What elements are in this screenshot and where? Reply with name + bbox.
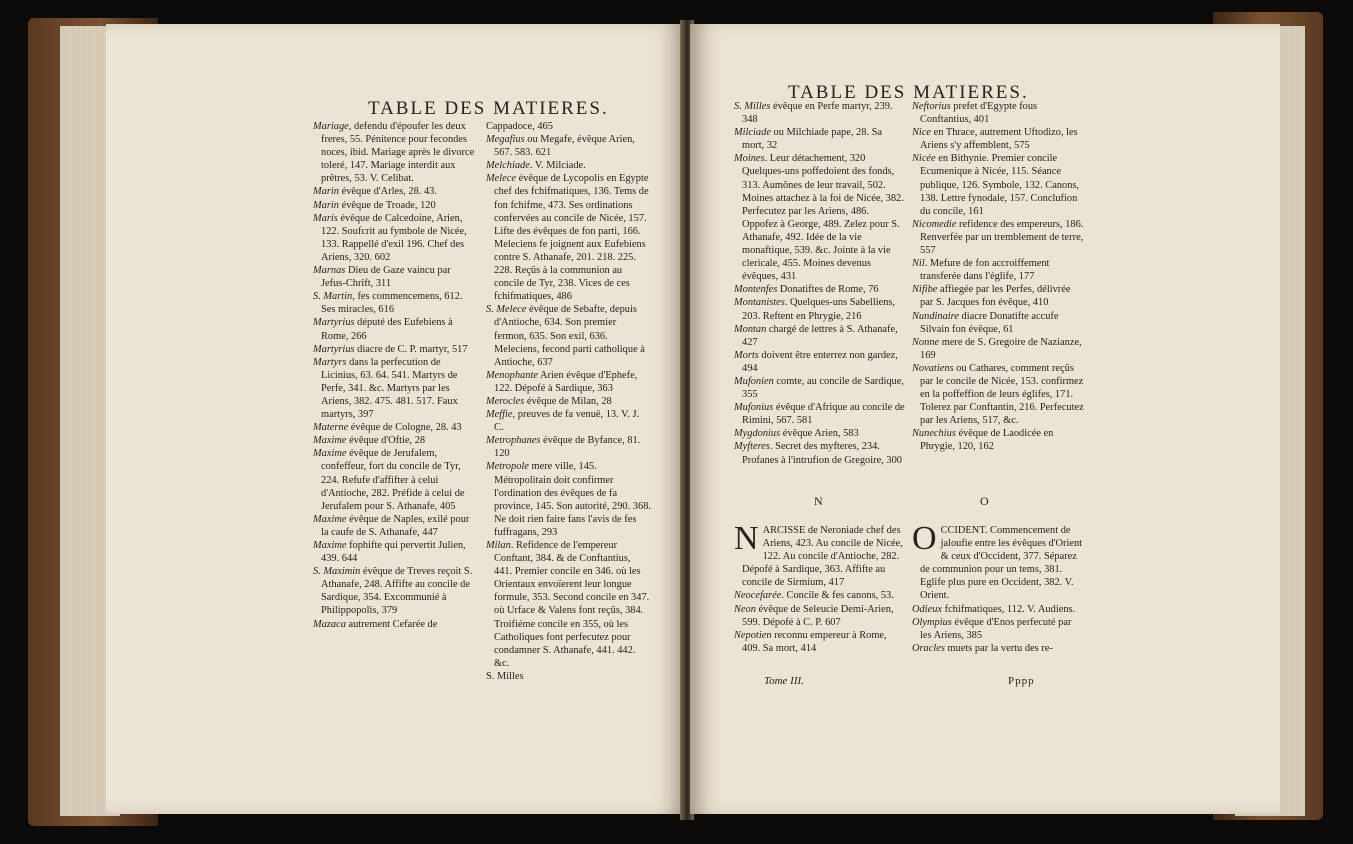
entry-text: . Mefure de fon accroiffement transferée dans l'églife, 177	[920, 258, 1050, 283]
index-entry	[734, 349, 906, 375]
entry-headword: Neocefarée	[734, 590, 782, 602]
entry-headword: Martyrs	[313, 356, 347, 368]
index-entry	[912, 257, 1084, 283]
entry-text: mere de S. Gregoire de Nazianze, 169	[920, 336, 1082, 361]
signature-mark: Pppp	[1008, 675, 1035, 687]
entry-headword: Nifibe	[912, 284, 938, 296]
index-entry	[313, 356, 477, 421]
index-entry	[313, 434, 477, 447]
entry-text: , defendu d'époufer les deux freres, 55. Pénitence pour fecondes noces, ibid. Mariage après le divorce toleré, 147. Mariage interdit aux prêtres, 53. V. Celibat.	[321, 121, 475, 185]
index-entry	[734, 152, 906, 283]
entry-text: autrement Cefarée de	[345, 618, 438, 630]
index-entry	[486, 159, 651, 172]
entry-text: Donatiftes de Rome, 76	[777, 284, 879, 296]
entry-text: reconnu empereur à Rome, 409. Sa mort, 414	[742, 629, 887, 654]
entry-headword: Milan	[486, 540, 511, 551]
drop-cap: O	[912, 520, 937, 557]
entry-headword: Neon	[734, 603, 756, 615]
entry-text: , fes commencemens, 612. Ses miracles, 616	[321, 291, 463, 316]
entry-text: évêque de Laodicée en Phrygie, 120, 162	[920, 428, 1054, 453]
entry-text: en Thrace, autrement Uftodizo, les Ariens s'y affemblent, 575	[920, 127, 1078, 152]
section-letter-n: N	[814, 494, 823, 508]
entry-headword: Melchiade	[486, 160, 530, 172]
index-entry	[486, 460, 651, 539]
entry-text: évêque d'Afrique au concile de Rimini, 567. 581	[742, 402, 905, 427]
entry-headword: S. Melece	[486, 304, 527, 316]
entry-text: évêque de Naples, exilé pour la caufe de S. Athanafe, 447	[321, 513, 470, 538]
index-entry	[486, 670, 651, 683]
entry-headword: S. Milles	[734, 101, 771, 112]
entry-text: refidence des empereurs, 186. Renverfée par un tremblement de terre, 557	[920, 218, 1084, 257]
entry-headword: Marin	[313, 186, 339, 198]
entry-headword: Maxime	[313, 540, 347, 551]
index-entry	[734, 440, 906, 466]
entry-text: évêque Arien, 583	[780, 428, 859, 440]
entry-text: affiegée par les Perfes, délivrée par S. Jacques fon évêque, 410	[920, 284, 1071, 309]
entry-headword: Montanistes	[734, 297, 785, 309]
index-entry	[734, 401, 906, 427]
index-entry	[912, 642, 1084, 655]
index-entry	[486, 369, 651, 395]
entry-headword: Merocles	[486, 395, 525, 407]
entry-text: évêque de Byfance, 81. 120	[494, 435, 641, 460]
entry-headword: Montan	[734, 323, 767, 335]
index-entry	[734, 323, 906, 349]
right-column-2	[912, 100, 1084, 454]
entry-text: muets par la vertu des re-	[944, 642, 1053, 654]
entry-headword: Nicée	[912, 153, 936, 165]
running-header-left: TABLE DES MATIERES.	[368, 98, 609, 119]
entry-text: évêque de Milan, 28	[524, 395, 612, 407]
index-entry	[734, 589, 906, 602]
left-column-1	[313, 120, 477, 631]
index-entry	[313, 120, 477, 185]
entry-text: fophifte qui pervertit Julien, 439. 644	[321, 540, 466, 565]
index-entry	[912, 126, 1084, 152]
index-entry	[313, 513, 477, 539]
index-entry	[313, 290, 477, 316]
entry-text: . Concile & fes canons, 53.	[781, 590, 894, 602]
index-entry	[313, 199, 477, 212]
entry-text: ou Cathares, comment reçûs par le concile de Nicée, 153. confirmez en la poffeffion de leurs églifes, 171. Tolerez par Conftantin, 216. Perfecutez par les Ariens, 517, &c.	[920, 362, 1084, 427]
entry-headword: Maris	[313, 212, 338, 224]
entry-text: mere ville, 145. Métropolitain doit confirmer l'ordination des évêques de fa province, 145. Son autorité, 290. 368. Ne doit rien faire fans l'avis de fes fuffragans, 293	[494, 461, 651, 538]
index-entry	[734, 520, 906, 589]
entry-headword: Nunechius	[912, 428, 956, 440]
index-entry	[313, 264, 477, 290]
entry-headword: Myfteres	[734, 441, 770, 453]
index-entry	[313, 565, 477, 617]
volume-label: Tome III.	[764, 675, 804, 687]
index-entry	[486, 539, 651, 670]
index-entry	[313, 212, 477, 264]
index-entry	[734, 296, 906, 322]
entry-text: évêque de Calcedoine, Arien, 122. Soufcrit au fymbole de Nicée, 133. Rappellé d'exil 196. Chef des Ariens, 320. 602	[321, 212, 467, 263]
index-entry	[734, 126, 906, 152]
index-entry	[486, 133, 651, 159]
index-entry	[912, 100, 1084, 126]
entry-text: CCIDENT. Commencement de jaloufie entre les évêques d'Orient & ceux d'Occident, 377. Séparez de communion pour un tems, 381. Eglife plus pure en Occident, 382. V. Orient.	[920, 525, 1083, 602]
entry-text: évêque d'Enos perfecuté par les Ariens, 385	[920, 616, 1072, 641]
index-entry	[912, 603, 1084, 616]
entry-text: . Refidence de l'empereur Conftant, 384. & de Conftantius, 441. Premier concile en 346. où les Orientaux envoïerent leur longue formule, 353. Second concile en 347. où Urface & Valens font reçûs, 384. Troifiéme concile en 355, où les Catholiques font perfecutez pour condamner S. Athanafe, 441. 442. &c.	[494, 540, 650, 669]
entry-text: évêque de Sebafte, depuis d'Antioche, 634. Son premier fermon, 635. Son exil, 636. Meleciens, fecond parti catholique à Antioche, 637	[494, 304, 645, 368]
entry-headword: S. Maximin	[313, 566, 361, 578]
index-entry	[734, 283, 906, 296]
entry-headword: Melece	[486, 173, 516, 185]
entry-text: Cappadoce, 465	[486, 121, 553, 132]
entry-headword: Nil	[912, 258, 925, 270]
index-entry	[912, 427, 1084, 453]
entry-headword: Megafius	[486, 134, 525, 146]
entry-headword: Menophante	[486, 369, 538, 381]
entry-text: évêque de Lycopolis en Egypte chef des fchifmatiques, 136. Tems de fon fchifme, 473. Ses ordinations confervées au concile de Nicée, 157. Lifte des évêques de fon parti, 166. Meleciens fe joignent aux Eufebiens contre S. Athanafe, 201. 218. 225. 228. Reçûs à la communion au concile de Tyr, 238. Vices de ces fchifmatiques, 486	[494, 173, 649, 303]
entry-headword: Nepotien	[734, 629, 772, 641]
index-entry	[313, 618, 477, 631]
entry-text: . Secret des myfteres, 234. Profanes à l'intrufion de Gregoire, 300	[742, 441, 902, 466]
running-header-right: TABLE DES MATIERES.	[788, 82, 1029, 103]
entry-text: . V. Milciade.	[529, 160, 586, 172]
entry-headword: Mufonius	[734, 402, 774, 414]
entry-text: évêque de Treves reçoit S. Athanafe, 248. Affifte au concile de Sardique, 354. Excommunié à Philippopolis, 379	[321, 566, 473, 617]
entry-headword: Maxime	[313, 448, 347, 460]
entry-text: prefet d'Egypte fous Conftantius, 401	[920, 101, 1038, 126]
entry-text: diacre Donatifte accufe Silvain fon évêque, 61	[920, 310, 1059, 335]
right-column-1-lower	[734, 520, 906, 655]
entry-text: doivent être enterrez non gardez, 494	[742, 349, 898, 374]
index-entry	[486, 303, 651, 368]
entry-text: Arien évêque d'Ephefe, 122. Dépofé à Sardique, 363	[494, 369, 638, 394]
index-entry	[912, 336, 1084, 362]
entry-headword: Materne	[313, 422, 349, 434]
entry-text: ARCISSE de Neroniade chef des Ariens, 423. Au concile de Nicée, 122. Au concile d'Antioche, 282. Dépofé à Sardique, 363. Affifte au concile de Sirmium, 417	[742, 525, 903, 589]
entry-headword: Mariage	[313, 121, 349, 132]
entry-headword: Metropole	[486, 461, 529, 473]
index-entry	[486, 434, 651, 460]
entry-headword: S. Martin	[313, 291, 353, 303]
index-entry	[912, 310, 1084, 336]
index-entry	[912, 362, 1084, 427]
section-letter-o: O	[980, 494, 989, 508]
entry-text: évêque de Cologne, 28. 43	[348, 422, 462, 434]
entry-headword: Marnas	[313, 265, 346, 277]
index-entry	[912, 616, 1084, 642]
index-entry	[912, 218, 1084, 257]
entry-headword: Olympius	[912, 616, 952, 628]
entry-headword: Maxime	[313, 513, 347, 525]
entry-headword: Nice	[912, 127, 932, 139]
index-entry	[734, 427, 906, 440]
entry-headword: Mygdonius	[734, 428, 781, 440]
entry-headword: Martyrius	[313, 343, 355, 355]
entry-text: . Quelques-uns Sabelliens, 203. Reftent en Phrygie, 216	[742, 297, 896, 322]
entry-text: . Leur détachement, 320 Quelques-uns poffedoient des fonds, 313. Aumônes de leur travail, 502. Moines attachez à la foi de Nicée, 382. Perfecutez par les Ariens, 486. Oppofez à George, 489. Zelez pour S. Athanafe, 492. Idée de la vie monaftique, 539. &c. Jointe à la vie clericale, 455. Moines devenus évêques, 431	[742, 153, 904, 283]
index-entry	[734, 100, 906, 126]
entry-headword: Mufonien	[734, 375, 774, 387]
entry-text: fchifmatiques, 112. V. Audiens.	[942, 603, 1076, 615]
index-entry	[486, 395, 651, 408]
left-column-2	[486, 120, 651, 683]
right-page	[690, 24, 1280, 814]
entry-headword: Nundinaire	[912, 310, 959, 322]
entry-headword: Moines	[734, 153, 765, 165]
index-entry	[313, 185, 477, 198]
left-page	[106, 24, 684, 814]
entry-headword: Milciade	[734, 127, 771, 139]
index-entry	[912, 520, 1084, 603]
entry-headword: Maxime	[313, 435, 347, 447]
entry-text: chargé de lettres à S. Athanafe, 427	[742, 323, 898, 348]
right-column-1	[734, 100, 906, 467]
entry-text: évêque en Perfe martyr, 239. 348	[742, 101, 893, 126]
entry-text: ou Milchiade pape, 28. Sa mort, 32	[742, 127, 883, 152]
entry-headword: Oracles	[912, 642, 945, 654]
drop-cap: N	[734, 520, 759, 557]
entry-headword: Novatiens	[912, 362, 954, 374]
entry-text: évêque de Seleucie Demi-Arien, 599. Dépofé à C. P. 607	[742, 603, 894, 628]
entry-text: député des Eufebiens à Rome, 266	[321, 317, 453, 342]
entry-text: évêque d'Oftie, 28	[346, 435, 426, 447]
entry-text: évêque d'Arles, 28. 43.	[338, 186, 437, 198]
entry-text: ou Megafe, évêque Arien, 567. 583. 621	[494, 134, 635, 159]
entry-text: dans la perfecution de Licinius, 63. 64. 541. Martyrs de Perfe, 341. &c. Martyrs par les Ariens, 382. 475. 481. 517. Faux martyrs, 397	[321, 356, 458, 421]
entry-text: S. Milles	[486, 670, 524, 682]
entry-headword: Montenfes	[734, 284, 778, 296]
index-entry	[486, 120, 651, 133]
index-entry	[313, 421, 477, 434]
entry-text: , preuves de fa venuë, 13. V. J. C.	[494, 409, 640, 434]
index-entry	[734, 629, 906, 655]
entry-text: diacre de C. P. martyr, 517	[354, 343, 468, 355]
entry-headword: Meffie	[486, 409, 513, 421]
index-entry	[313, 447, 477, 512]
index-entry	[486, 408, 651, 434]
entry-headword: Nonne	[912, 336, 940, 348]
index-entry	[912, 152, 1084, 217]
entry-headword: Mazaca	[313, 618, 346, 630]
entry-headword: Odieux	[912, 603, 943, 615]
index-entry	[313, 316, 477, 342]
index-entry	[734, 375, 906, 401]
right-column-2-lower	[912, 520, 1084, 655]
index-entry	[313, 343, 477, 356]
entry-headword: Martyrius	[313, 317, 355, 329]
entry-headword: Metrophanes	[486, 435, 541, 447]
entry-text: Dieu de Gaze vaincu par Jefus-Chrift, 311	[321, 265, 451, 290]
entry-text: en Bithynie. Premier concile Ecumenique à Nicée, 115. Séance publique, 126. Symbole, 132. Canons, 138. Lettre fynodale, 157. Conclufion du concile, 161	[920, 153, 1080, 217]
entry-headword: Neftorius	[912, 101, 951, 112]
entry-headword: Morts	[734, 349, 759, 361]
index-entry	[486, 172, 651, 303]
index-entry	[313, 539, 477, 565]
entry-text: comte, au concile de Sardique, 355	[742, 375, 904, 401]
entry-headword: Marin	[313, 199, 339, 211]
index-entry	[734, 603, 906, 629]
entry-text: évêque de Troade, 120	[338, 199, 436, 211]
entry-text: évêque de Jerufalem, confeffeur, fort du concile de Tyr, 224. Refufe d'affifter à celui d'Antioche, 282. Préfide à celui de Jerufalem pour S. Athanafe, 405	[321, 448, 465, 512]
index-entry	[912, 283, 1084, 309]
entry-headword: Nicomedie	[912, 218, 957, 230]
